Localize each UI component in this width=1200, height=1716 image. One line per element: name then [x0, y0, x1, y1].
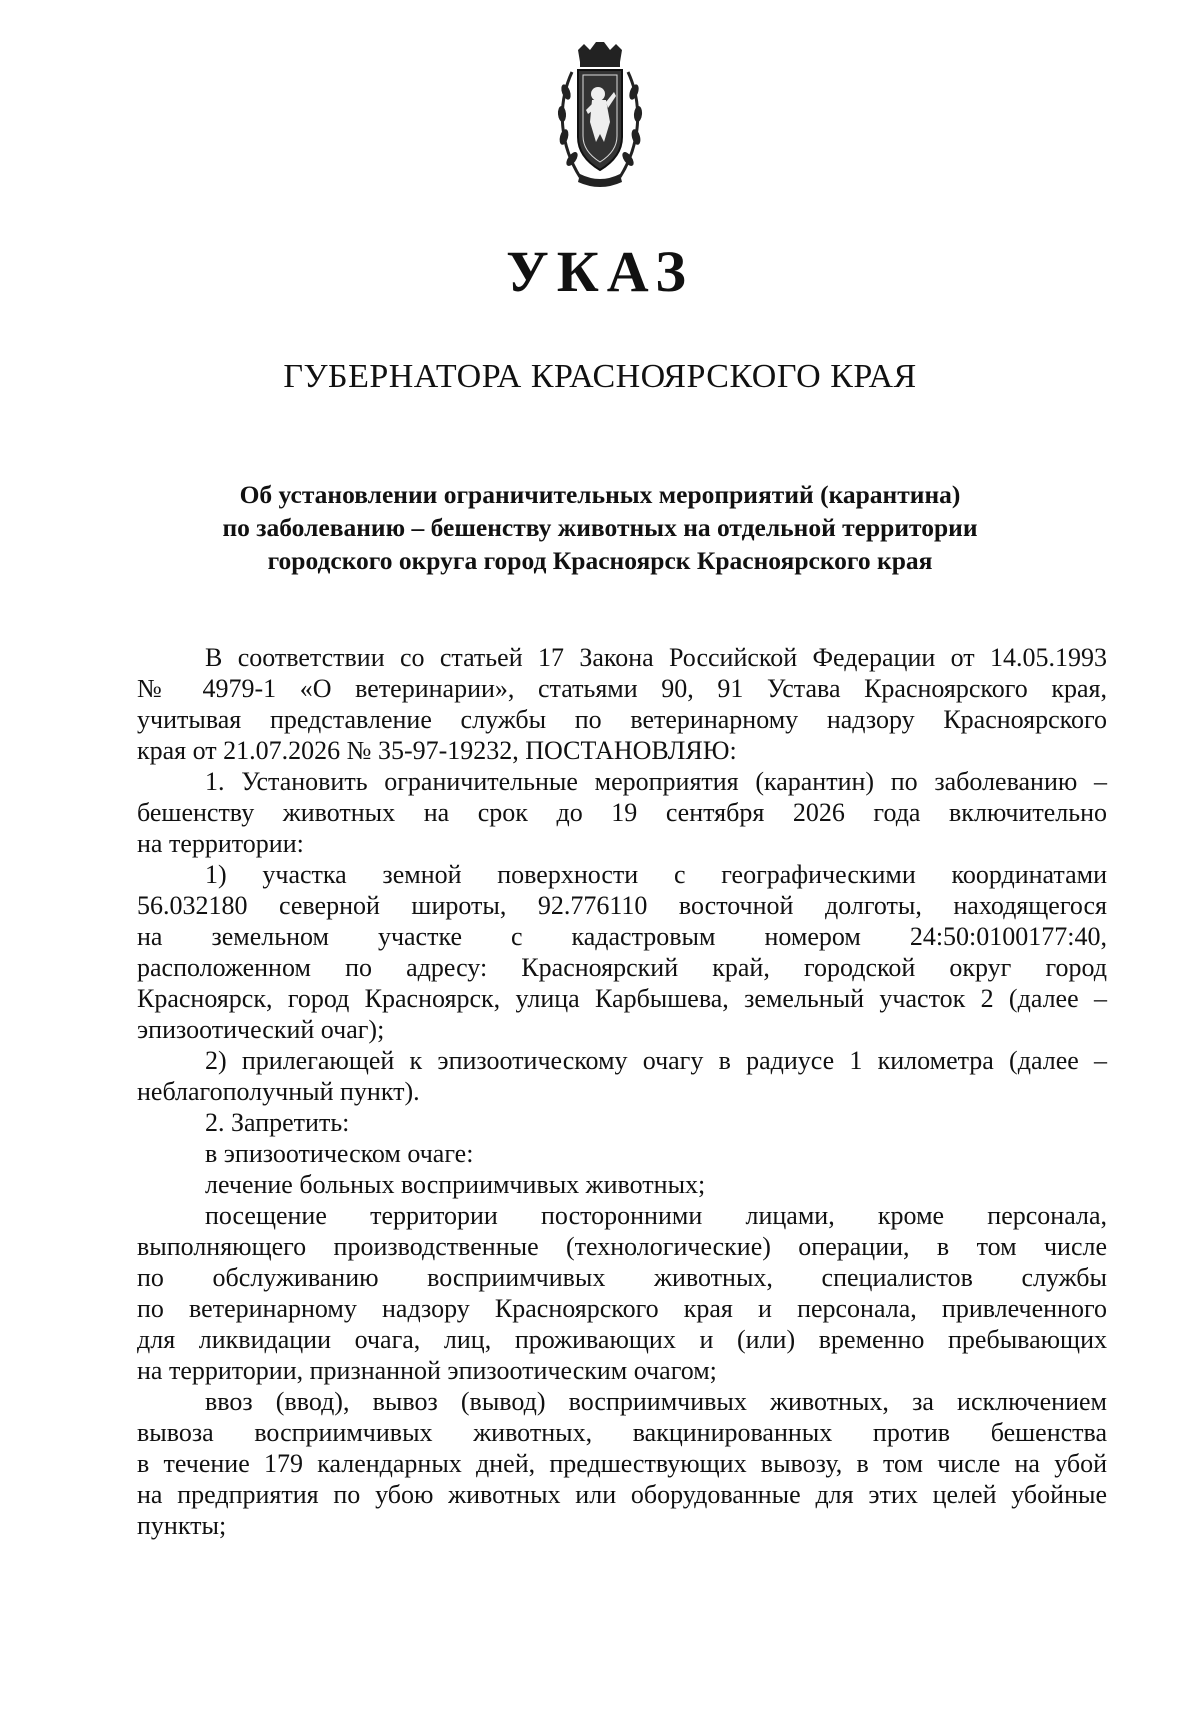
body-line: 1) участка земной поверхности с географическими координатами	[205, 860, 1107, 889]
body-line: 2. Запретить:	[205, 1108, 350, 1137]
coat-of-arms-emblem	[550, 42, 650, 192]
document-subtitle: ГУБЕРНАТОРА КРАСНОЯРСКОГО КРАЯ	[283, 358, 917, 395]
body-line: неблагополучный пункт).	[137, 1077, 420, 1106]
body-line: В соответствии со статьей 17 Закона Российской Федерации от 14.05.1993	[205, 643, 1107, 672]
body-line: ввоз (ввод), вывоз (вывод) восприимчивых животных, за исключением	[205, 1387, 1107, 1416]
body-line: выполняющего производственные (технологические) операции, в том числе	[137, 1232, 1107, 1261]
heading-line: Об установлении ограничительных мероприятий (карантина)	[239, 480, 961, 509]
body-line: вывоза восприимчивых животных, вакцинированных против бешенства	[137, 1418, 1107, 1447]
body-line: в эпизоотическом очаге:	[205, 1139, 474, 1168]
document-title: УКАЗ	[506, 239, 694, 304]
body-line: Красноярск, город Красноярск, улица Карбышева, земельный участок 2 (далее –	[137, 984, 1107, 1013]
decree-heading	[0, 478, 1200, 577]
body-line: № 4979-1 «О ветеринарии», статьями 90, 91 Устава Красноярского края,	[137, 674, 1107, 703]
body-line: для ликвидации очага, лиц, проживающих и (или) временно пребывающих	[137, 1325, 1107, 1354]
body-line: посещение территории посторонними лицами, кроме персонала,	[205, 1201, 1107, 1230]
decree-body	[137, 642, 1107, 1541]
body-line: на предприятия по убою животных или оборудованные для этих целей убойные	[137, 1480, 1107, 1509]
body-line: учитывая представление службы по ветеринарному надзору Красноярского	[137, 705, 1107, 734]
body-line: в течение 179 календарных дней, предшествующих вывозу, в том числе на убой	[137, 1449, 1107, 1478]
body-line: на территории:	[137, 829, 304, 858]
heading-line: по заболеванию – бешенству животных на отдельной территории	[222, 513, 978, 542]
body-line: по ветеринарному надзору Красноярского края и персонала, привлеченного	[137, 1294, 1107, 1323]
body-line: эпизоотический очаг);	[137, 1015, 385, 1044]
body-line: на территории, признанной эпизоотическим очагом;	[137, 1356, 717, 1385]
body-line: 2) прилегающей к эпизоотическому очагу в радиусе 1 километра (далее –	[205, 1046, 1107, 1075]
body-line: 56.032180 северной широты, 92.776110 восточной долготы, находящегося	[137, 891, 1107, 920]
body-line: лечение больных восприимчивых животных;	[205, 1170, 706, 1199]
body-line: бешенству животных на срок до 19 сентября 2026 года включительно	[137, 798, 1107, 827]
body-line: 1. Установить ограничительные мероприятия (карантин) по заболеванию –	[205, 767, 1107, 796]
body-line: по обслуживанию восприимчивых животных, специалистов службы	[137, 1263, 1107, 1292]
body-line: на земельном участке с кадастровым номером 24:50:0100177:40,	[137, 922, 1107, 951]
body-line: пункты;	[137, 1511, 227, 1540]
heading-line: городского округа город Красноярск Красноярского края	[267, 546, 933, 575]
body-line: края от 21.07.2026 № 35-97-19232, ПОСТАНОВЛЯЮ:	[137, 736, 737, 765]
body-line: расположенном по адресу: Красноярский край, городской округ город	[137, 953, 1107, 982]
